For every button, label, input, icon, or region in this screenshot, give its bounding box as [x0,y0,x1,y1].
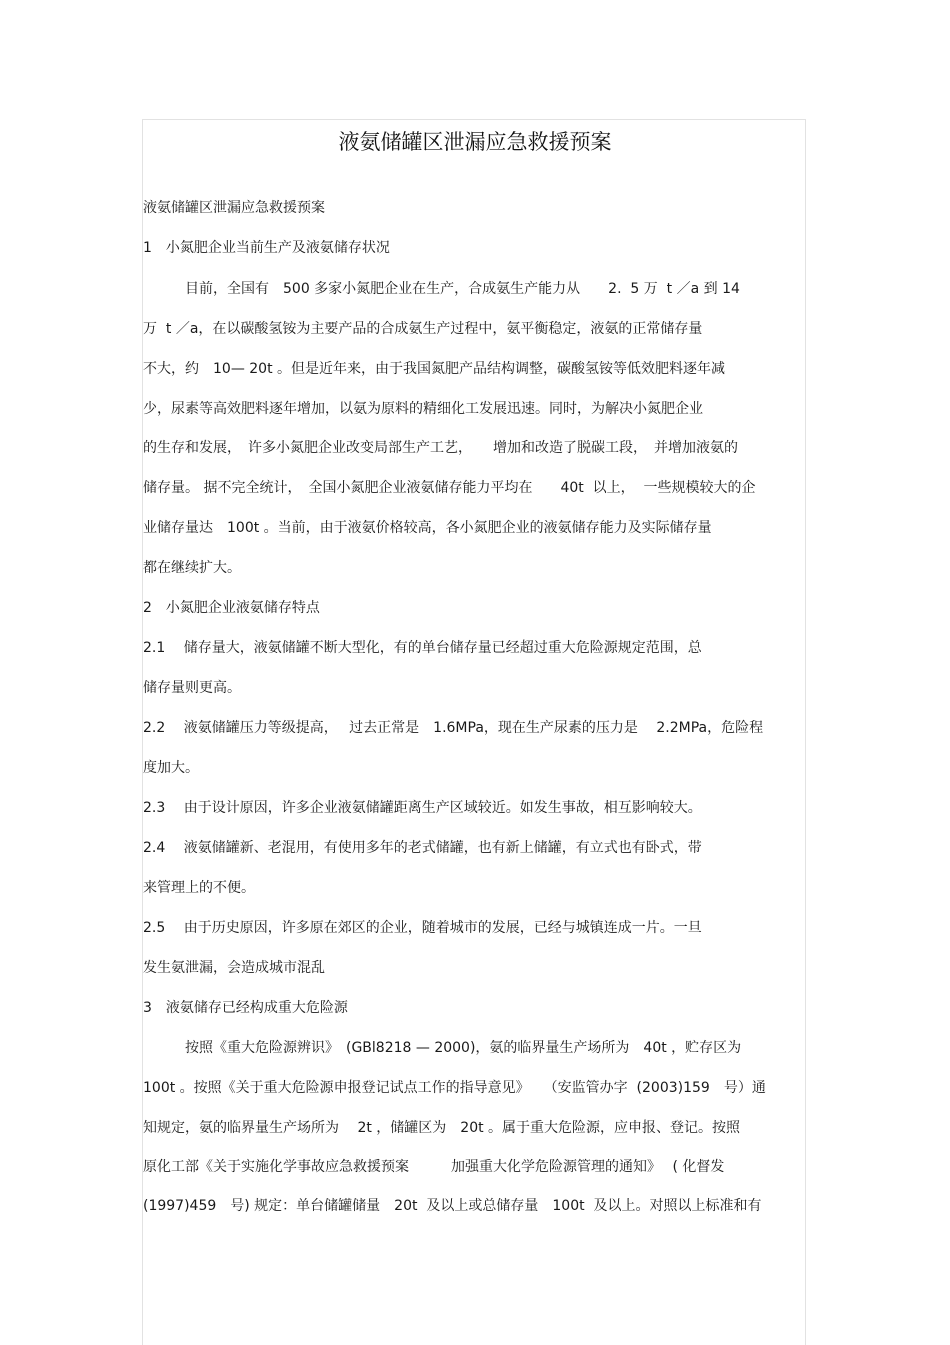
text-line: 液氨储罐区泄漏应急救援预案 [143,200,325,216]
text-line: 的生存和发展， 许多小氮肥企业改变局部生产工艺， 增加和改造了脱碳工段， 并增加液氨的 [143,440,738,456]
text-line: 都在继续扩大。 [143,560,241,576]
text-line: 业储存量达 100t 。当前，由于液氨价格较高，各小氮肥企业的液氨储存能力及实际储存量 [143,520,712,536]
text-line: 发生氨泄漏，会造成城市混乱 [143,960,325,976]
text-line: 2.3 由于设计原因，许多企业液氨储罐距离生产区域较近。如发生事故，相互影响较大。 [143,800,702,816]
text-line: 知规定，氨的临界量生产场所为 2t ，储罐区为 20t 。属于重大危险源，应申报、登记。按照 [143,1120,741,1136]
text-line: 2.2 液氨储罐压力等级提高， 过去正常是 1.6MPa，现在生产尿素的压力是 2.2MPa，危险程 [143,720,764,736]
text-line: 3 液氨储存已经构成重大危险源 [143,1000,348,1016]
text-line: 储存量则更高。 [143,680,241,696]
text-line: 2.5 由于历史原因，许多原在郊区的企业，随着城市的发展，已经与城镇连成一片。一旦 [143,920,702,936]
text-line: 来管理上的不便。 [143,880,255,896]
text-line: 储存量。 据不完全统计， 全国小氮肥企业液氨储存能力平均在 40t 以上， 一些规模较大的企 [143,480,756,496]
document-title: 液氨储罐区泄漏应急救援预案 [338,130,612,154]
text-line: 按照《重大危险源辨识》 (GBl8218 — 2000)，氨的临界量生产场所为 40t ，贮存区为 [143,1040,742,1056]
text-line: (1997)459 号) 规定：单台储罐储量 20t 及以上或总储存量 100t 及以上。对照以上标准和有 [143,1198,762,1214]
text-line: 不大，约 10— 20t 。但是近年来，由于我国氮肥产品结构调整，碳酸氢铵等低效肥料逐年减 [143,361,726,377]
text-line: 目前，全国有 500 多家小氮肥企业在生产，合成氨生产能力从 2. 5 万 t ／a 到 14 [143,281,740,297]
text-line: 万 t ／a，在以碳酸氢铵为主要产品的合成氨生产过程中，氨平衡稳定，液氨的正常储存量 [143,321,703,337]
text-line: 度加大。 [143,760,199,776]
text-line: 原化工部《关于实施化学事故应急救援预案 加强重大化学危险源管理的通知》 ( 化督发 [143,1159,725,1175]
text-line: 1 小氮肥企业当前生产及液氨储存状况 [143,240,390,256]
text-line: 少，尿素等高效肥料逐年增加，以氨为原料的精细化工发展迅速。同时，为解决小氮肥企业 [143,401,703,417]
text-line: 2 小氮肥企业液氨储存特点 [143,600,320,616]
text-line: 2.4 液氨储罐新、老混用，有使用多年的老式储罐，也有新上储罐，有立式也有卧式，带 [143,840,702,856]
text-line: 2.1 储存量大，液氨储罐不断大型化，有的单台储存量已经超过重大危险源规定范围，总 [143,640,702,656]
text-line: 100t 。按照《关于重大危险源申报登记试点工作的指导意见》 （安监管办字 (2003)159 号）通 [143,1080,766,1096]
